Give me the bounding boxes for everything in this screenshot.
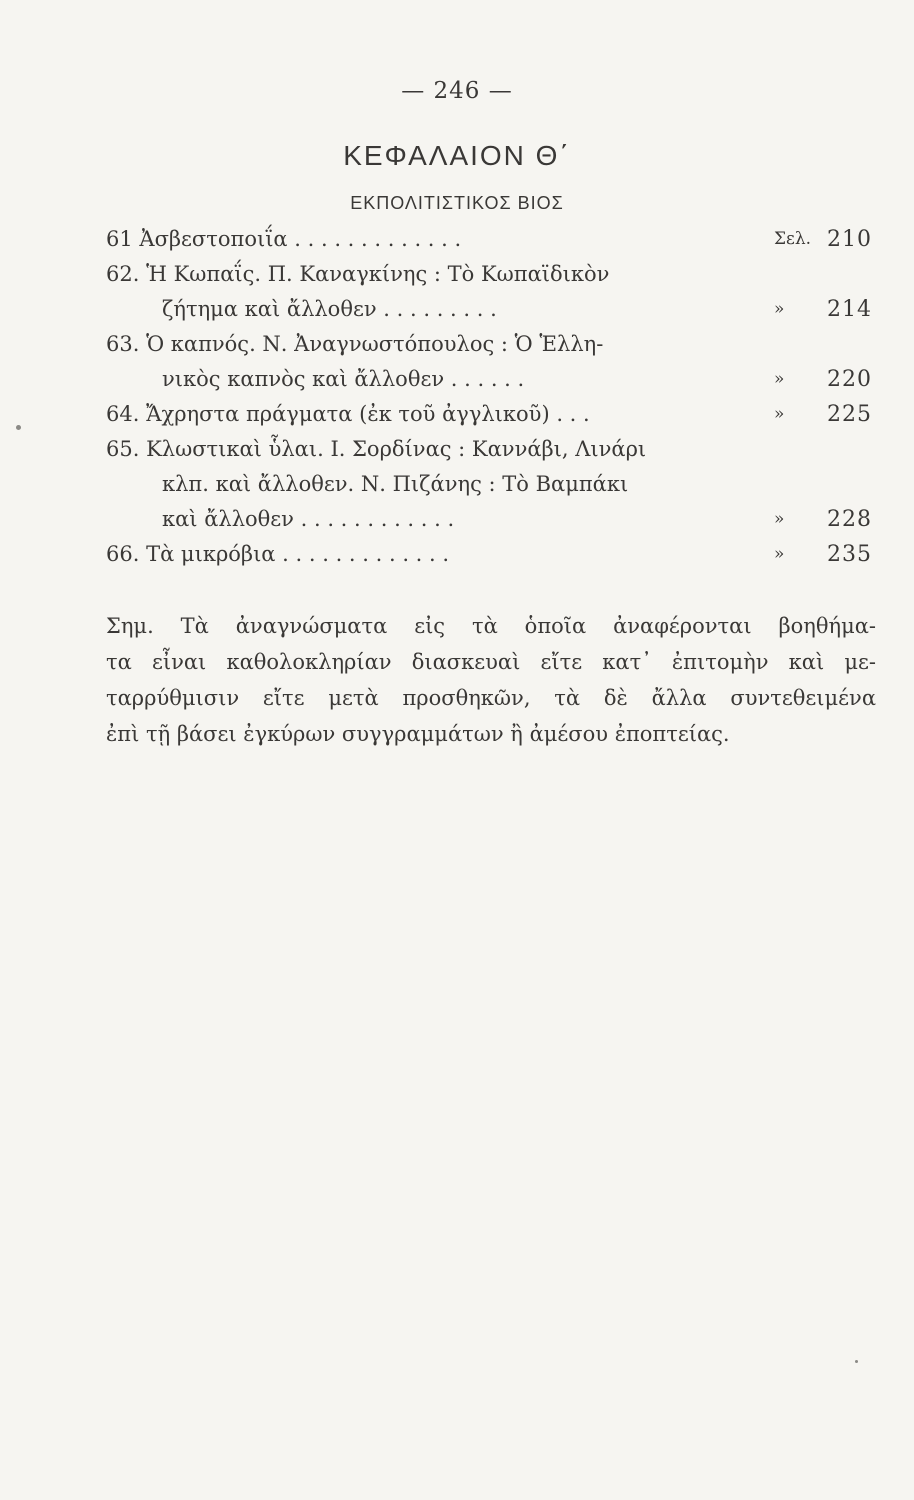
toc-line	[106, 222, 872, 257]
toc-page-number: 214	[827, 297, 872, 322]
toc-page-marker: »	[774, 299, 785, 319]
footnote-line: τα εἶναι καθολοκληρίαν διασκευαὶ εἴτε κατ᾿ ἐπιτομὴν καὶ με-	[106, 650, 876, 674]
toc-entry-text: 61 Ἀσβεστοποιΐα . . . . . . . . . . . . .	[106, 227, 462, 251]
toc-entry-text: 66. Τὰ μικρόβια . . . . . . . . . . . . .	[106, 542, 450, 566]
table-of-contents	[106, 222, 872, 572]
toc-entry-text: 65. Κλωστικαὶ ὗλαι. Ι. Σορδίνας : Καννάβι, Λινάρι	[106, 437, 647, 461]
toc-page-marker: »	[774, 404, 785, 424]
ink-speck	[16, 425, 21, 430]
toc-line	[106, 432, 872, 467]
footnote-line: ταρρύθμισιν εἴτε μετὰ προσθηκῶν, τὰ δὲ ἄλλα συντεθειμένα	[106, 686, 876, 710]
page-number: — 246 —	[401, 78, 513, 104]
toc-entry-text: κλπ. καὶ ἄλλοθεν. Ν. Πιζάνης : Τὸ Βαμπάκι	[162, 472, 629, 496]
toc-page-number: 225	[827, 402, 872, 427]
chapter-title: ΚΕΦΑΛΑΙΟΝ Θ΄	[343, 140, 571, 171]
toc-page-number: 235	[827, 542, 872, 567]
toc-line	[106, 327, 872, 362]
toc-page-marker: »	[774, 544, 785, 564]
toc-entry-text: 63. Ὁ καπνός. Ν. Ἀναγνωστόπουλος : Ὁ Ἑλλη-	[106, 332, 604, 356]
toc-line	[106, 502, 872, 537]
toc-line	[106, 467, 872, 502]
toc-line	[106, 397, 872, 432]
toc-entry-text: 64. Ἄχρηστα πράγματα (ἐκ τοῦ ἀγγλικοῦ) . . .	[106, 402, 590, 426]
toc-line	[106, 537, 872, 572]
toc-line	[106, 257, 872, 292]
toc-line	[106, 362, 872, 397]
toc-line	[106, 292, 872, 327]
footnote-line: ἐπὶ τῇ βάσει ἐγκύρων συγγραμμάτων ἢ ἀμέσου ἐποπτείας.	[106, 722, 730, 746]
toc-page-marker: Σελ.	[774, 229, 812, 249]
toc-page-marker: »	[774, 369, 785, 389]
footnote-line: Σημ. Τὰ ἀναγνώσματα εἰς τὰ ὁποῖα ἀναφέρονται βοηθήμα-	[106, 614, 876, 638]
toc-entry-text: νικὸς καπνὸς καὶ ἄλλοθεν . . . . . .	[162, 367, 525, 391]
toc-page-number: 220	[827, 367, 872, 392]
toc-page-number: 228	[827, 507, 872, 532]
toc-page-number: 210	[827, 227, 872, 252]
chapter-subtitle: ΕΚΠΟΛΙΤΙΣΤΙΚΟΣ ΒΙΟΣ	[350, 193, 564, 213]
toc-entry-text: καὶ ἄλλοθεν . . . . . . . . . . . .	[162, 507, 455, 531]
toc-entry-text: ζήτημα καὶ ἄλλοθεν . . . . . . . . .	[162, 297, 497, 321]
toc-page-marker: »	[774, 509, 785, 529]
toc-entry-text: 62. Ἡ Κωπαΐς. Π. Καναγκίνης : Τὸ Κωπαϊδικὸν	[106, 262, 610, 286]
footnote	[106, 608, 876, 752]
ink-speck	[855, 1360, 858, 1363]
